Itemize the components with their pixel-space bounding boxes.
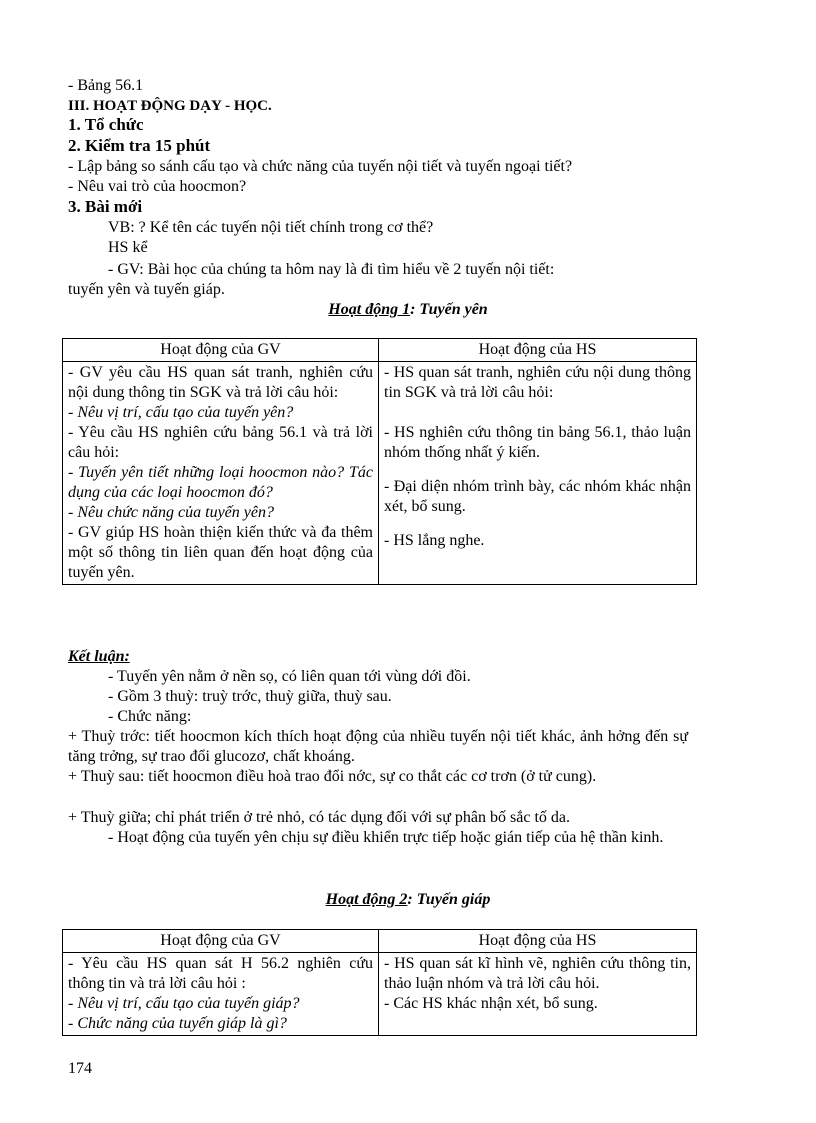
heading-quiz: 2. Kiểm tra 15 phút — [68, 136, 211, 155]
section-heading-teaching-activities: III. HOẠT ĐỘNG DẠY - HỌC. — [68, 98, 272, 114]
quiz-question-1: - Lập bảng so sánh cấu tạo và chức năng của tuyến nội tiết và tuyến ngoại tiết? — [68, 158, 573, 175]
student-activities-cell — [379, 362, 697, 585]
student-activity: - HS nghiên cứu thông tin bảng 56.1, thảo luận nhóm thống nhất ý kiến. — [384, 424, 691, 461]
conclusion-point: + Thuỳ sau: tiết hoocmon điều hoà trao đổi nớc, sự co thắt các cơ trơn (ở tử cung). — [68, 768, 597, 785]
teacher-question: - Chức năng của tuyến giáp là gì? — [68, 1015, 287, 1032]
conclusion-point: - Gồm 3 thuỳ: truỳ trớc, thuỳ giữa, thuỳ sau. — [108, 688, 392, 705]
conclusion-point: + Thuỳ trớc: tiết hoocmon kích thích hoạt động của nhiều tuyến nội tiết khác, ảnh hởng đến sự tăng trởng, sự trao đổi glucozơ, chất khoáng. — [68, 728, 688, 765]
conclusion-label: Kết luận: — [68, 648, 130, 665]
conclusion-point: - Tuyến yên nằm ở nền sọ, có liên quan tới vùng dới đồi. — [108, 668, 471, 685]
student-activity: - Đại diện nhóm trình bày, các nhóm khác nhận xét, bổ sung. — [384, 478, 691, 515]
table-header-row — [63, 339, 697, 362]
activity-1-title-label: Hoạt động 1 — [328, 301, 411, 318]
teacher-activities-cell — [63, 953, 379, 1036]
student-activity: - HS lắng nghe. — [384, 532, 485, 549]
column-header-student: Hoạt động của HS — [379, 930, 697, 953]
table-row — [63, 953, 697, 1036]
student-activity: - HS quan sát kĩ hình vẽ, nghiên cứu thông tin, thảo luận nhóm và trả lời câu hỏi. — [384, 955, 691, 992]
heading-new-lesson: 3. Bài mới — [68, 197, 143, 216]
teacher-activities-cell — [63, 362, 379, 585]
teacher-intro-line-2: tuyến yên và tuyến giáp. — [68, 281, 225, 298]
activity-2-table — [62, 929, 697, 1036]
student-activities-cell — [379, 953, 697, 1036]
table-row — [63, 362, 697, 585]
activity-1-title-topic: : Tuyến yên — [410, 301, 488, 318]
teacher-question: - Nêu chức năng của tuyến yên? — [68, 504, 274, 521]
conclusion-point: + Thuỳ giữa; chỉ phát triển ở trẻ nhỏ, có tác dụng đối với sự phân bố sắc tố da. — [68, 809, 570, 826]
student-response: HS kể — [108, 239, 148, 256]
page-number: 174 — [68, 1060, 92, 1077]
conclusion-point: - Hoạt động của tuyến yên chịu sự điều khiển trực tiếp hoặc gián tiếp của hệ thần kinh. — [108, 829, 664, 846]
heading-organization: 1. Tổ chức — [68, 115, 144, 134]
teacher-activity: - GV giúp HS hoàn thiện kiến thức và đa thêm một số thông tin liên quan đến hoạt động của tuyến yên. — [68, 524, 373, 581]
column-header-teacher: Hoạt động của GV — [63, 930, 379, 953]
activity-2-title — [0, 890, 816, 910]
teacher-activity: - Yêu cầu HS nghiên cứu bảng 56.1 và trả lời câu hỏi: — [68, 424, 373, 461]
table-header-row — [63, 930, 697, 953]
teacher-question: - Nêu vị trí, cấu tạo của tuyến yên? — [68, 404, 294, 421]
activity-2-title-topic: : Tuyến giáp — [407, 891, 491, 908]
teacher-question: - Tuyến yên tiết những loại hoocmon nào? Tác dụng của các loại hoocmon đó? — [68, 464, 373, 501]
activity-1-title — [0, 300, 816, 320]
teacher-intro-line-1: - GV: Bài học của chúng ta hôm nay là đi tìm hiểu về 2 tuyến nội tiết: — [108, 261, 555, 278]
teacher-question: - Nêu vị trí, cấu tạo của tuyến giáp? — [68, 995, 300, 1012]
table-reference: - Bảng 56.1 — [68, 77, 144, 94]
conclusion-point: - Chức năng: — [108, 708, 192, 725]
teacher-activity: - GV yêu cầu HS quan sát tranh, nghiên cứu nội dung thông tin SGK và trả lời câu hỏi: — [68, 364, 373, 401]
activity-2-title-label: Hoạt động 2 — [325, 891, 408, 908]
teacher-activity: - Yêu cầu HS quan sát H 56.2 nghiên cứu thông tin và trả lời câu hỏi : — [68, 955, 373, 992]
activity-1-table — [62, 338, 697, 585]
student-activity: - Các HS khác nhận xét, bổ sung. — [384, 995, 598, 1012]
intro-question: VB: ? Kể tên các tuyến nội tiết chính trong cơ thể? — [108, 219, 434, 236]
column-header-teacher: Hoạt động của GV — [63, 339, 379, 362]
student-activity: - HS quan sát tranh, nghiên cứu nội dung thông tin SGK và trả lời câu hỏi: — [384, 364, 691, 401]
column-header-student: Hoạt động của HS — [379, 339, 697, 362]
quiz-question-2: - Nêu vai trò của hoocmon? — [68, 178, 247, 195]
